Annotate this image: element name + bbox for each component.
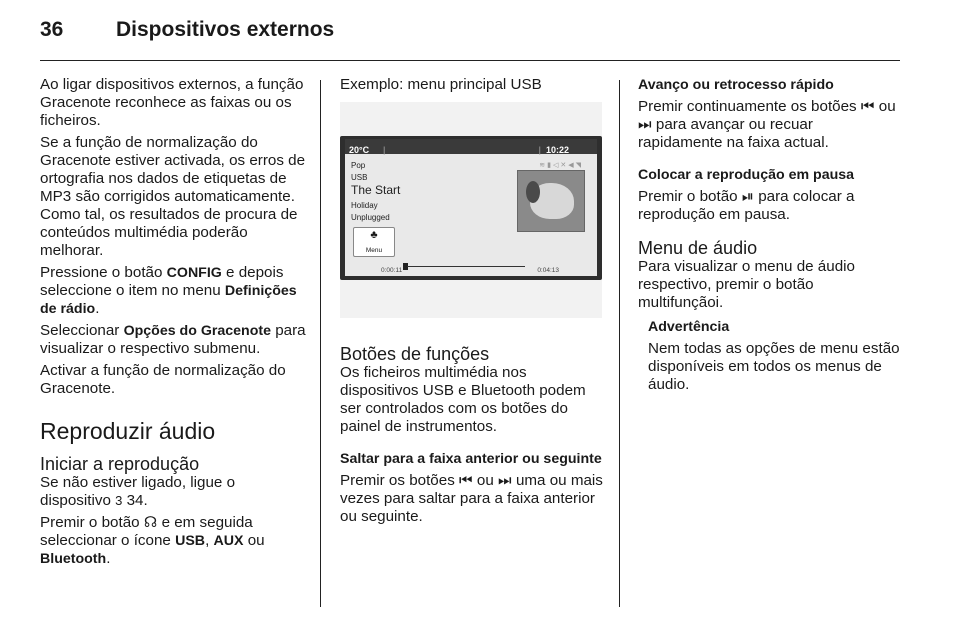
track-info-line: Unplugged	[351, 213, 390, 222]
bold-subheading: Colocar a reprodução em pausa	[638, 167, 855, 183]
previous-track-icon: ⏮	[860, 98, 875, 115]
note-block	[648, 318, 900, 394]
section-heading: Reproduzir áudio	[40, 418, 216, 444]
home-icon: ☊	[143, 514, 158, 531]
infotainment-screen	[340, 136, 602, 280]
column-3	[638, 76, 900, 398]
figure-caption: Exemplo: menu principal USB	[340, 76, 542, 93]
status-bar	[345, 139, 597, 154]
track-title: The Start	[351, 183, 401, 197]
next-track-icon: ⏭	[638, 116, 652, 133]
usb-menu-figure	[340, 102, 602, 318]
column-divider-1	[320, 80, 321, 607]
menu-button[interactable]: ♣ Menu	[353, 227, 395, 257]
paragraph: Premir o botão ☊ e em seguida seleccionar o ícone USB, AUX ou Bluetooth.	[40, 514, 265, 567]
paragraph: Ao ligar dispositivos externos, a função Gracenote reconhece as faixas ou os ficheiros.	[40, 76, 304, 129]
clock: 10:22	[545, 145, 569, 155]
separator-icon: |	[538, 145, 541, 155]
progress-track[interactable]	[407, 266, 525, 267]
album-art-image	[517, 170, 585, 232]
bold-subheading: Saltar para a faixa anterior ou seguinte	[340, 451, 602, 467]
column-2	[340, 76, 608, 530]
menu-item-label: Definições de rádio	[40, 283, 297, 317]
status-icons: ≋▮◁✕◀◥	[539, 162, 583, 169]
page-header	[40, 18, 334, 42]
config-button-label: CONFIG	[166, 265, 222, 281]
page-reference-arrow-icon: 3	[115, 493, 123, 508]
track-info-line: Pop	[351, 161, 366, 170]
header-rule	[40, 60, 900, 61]
note-text: Nem todas as opções de menu estão disponíveis em todos os menus de áudio.	[648, 340, 900, 393]
paragraph: Seleccionar Opções do Gracenote para visualizar o respectivo submenu.	[40, 322, 306, 357]
paragraph: Para visualizar o menu de áudio respectivo, premir o botão multifunçãoi.	[638, 258, 855, 311]
paragraph: Premir os botões ⏮ ou ⏭ uma ou mais vezes para saltar para a faixa anterior ou seguinte.	[340, 472, 603, 525]
previous-track-icon: ⏮	[459, 472, 473, 489]
paragraph: Premir continuamente os botões ⏮ ou ⏭ para avançar ou recuar rapidamente na faixa actual.	[638, 98, 896, 151]
page-title: Dispositivos externos	[116, 18, 335, 41]
menu-icon: ♣	[370, 229, 378, 241]
subsection-heading: Botões de funções	[340, 344, 490, 364]
paragraph: Activar a função de normalização do Gracenote.	[40, 362, 286, 397]
remaining-time: 0:04:13	[537, 267, 559, 274]
track-info-line: USB	[351, 173, 368, 182]
gracenote-options-label: Opções do Gracenote	[123, 323, 272, 339]
column-1	[40, 76, 308, 572]
paragraph: Os ficheiros multimédia nos dispositivos USB e Bluetooth podem ser controlados com os botões do painel de instrumentos.	[340, 364, 586, 435]
column-divider-2	[619, 80, 620, 607]
track-info-line: Holiday	[351, 201, 378, 210]
next-track-icon: ⏭	[498, 472, 512, 489]
paragraph: Se a função de normalização do Gracenote estiver activada, os erros de ortografia nos dados de etiquetas de MP3 são corrigidos automaticamente. Como tal, os resultados de procura de conteúdos multimédia poderão melhorar.	[40, 134, 306, 259]
paragraph: Se não estiver ligado, ligue o dispositivo 3 34.	[40, 474, 236, 509]
page-number: 36	[40, 18, 64, 41]
play-pause-icon: ⏯	[741, 188, 754, 205]
subsection-heading: Iniciar a reprodução	[40, 454, 200, 474]
subsection-heading: Menu de áudio	[638, 238, 758, 258]
note-title: Advertência	[648, 319, 730, 335]
paragraph: Pressione o botão CONFIG e depois seleccione o item no menu Definições de rádio.	[40, 264, 297, 317]
elapsed-time: 0:00:11	[381, 267, 403, 274]
paragraph: Premir o botão ⏯ para colocar a reprodução em pausa.	[638, 188, 855, 223]
temperature: 20°C	[349, 145, 370, 155]
bold-subheading: Avanço ou retrocesso rápido	[638, 77, 834, 93]
separator-icon: |	[383, 145, 386, 155]
